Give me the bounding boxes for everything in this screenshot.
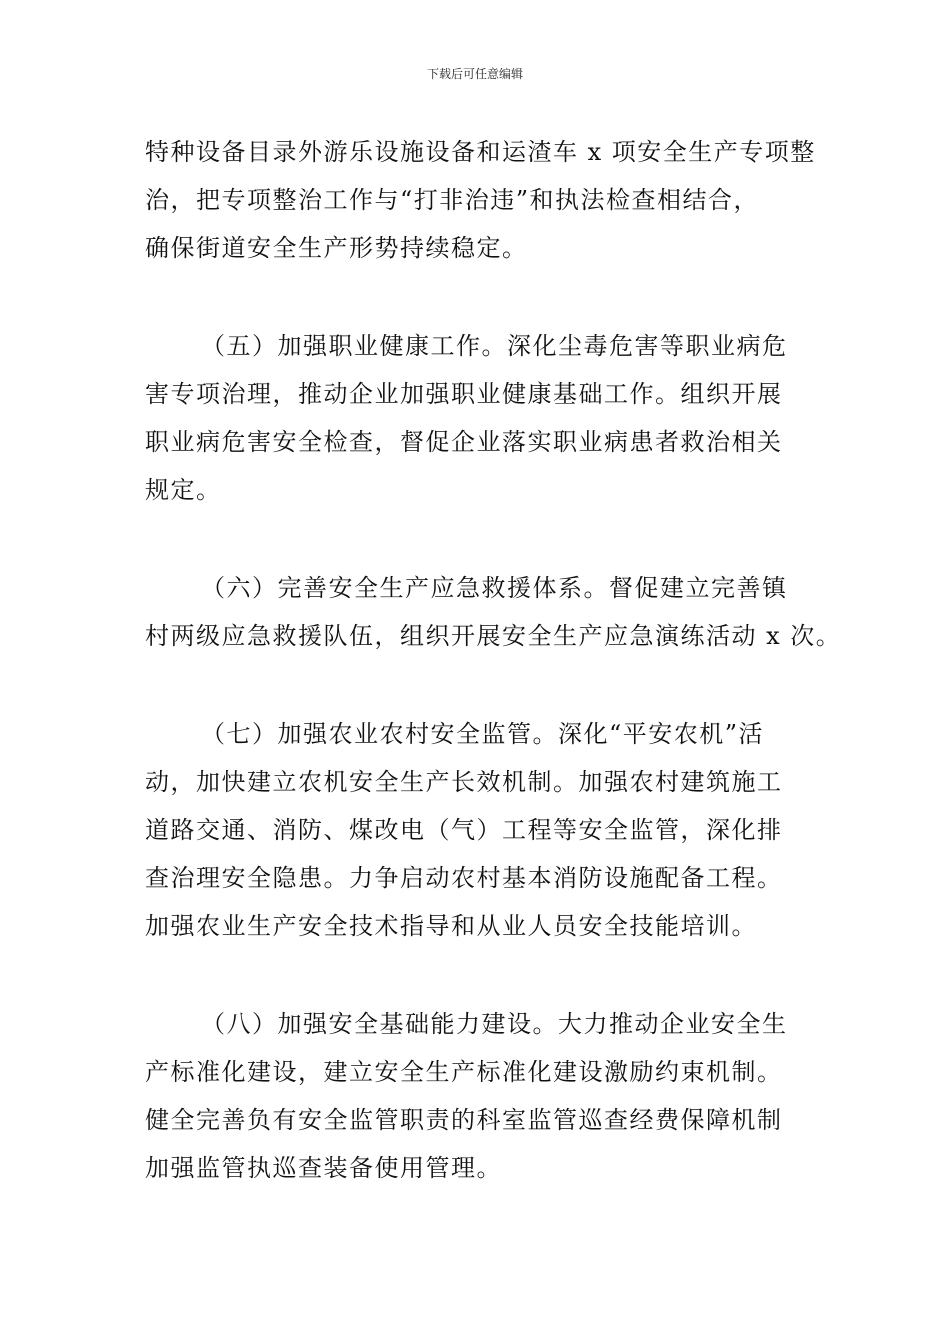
text-line: 确保街道安全生产形势持续稳定。 bbox=[145, 234, 528, 262]
text-line: 加强监管执巡查装备使用管理。 bbox=[145, 1154, 502, 1182]
paragraph-section-5 bbox=[145, 322, 825, 514]
text-line: 加强农业生产安全技术指导和从业人员安全技能培训。 bbox=[145, 912, 757, 940]
page-header: 下载后可任意编辑 bbox=[426, 67, 523, 81]
text-line: （五）加强职业健康工作。深化尘毒危害等职业病危 bbox=[201, 332, 788, 360]
paragraph-section-6 bbox=[145, 564, 842, 660]
text-line: 特种设备目录外游乐设施设备和运渣车 x 项安全生产专项整 bbox=[145, 138, 816, 166]
document-body bbox=[145, 128, 842, 1242]
text-line: 村两级应急救援队伍，组织开展安全生产应急演练活动 x 次。 bbox=[145, 622, 842, 650]
text-line: 动，加快建立农机安全生产长效机制。加强农村建筑施工 bbox=[145, 768, 783, 796]
text-line: 治，把专项整治工作与“打非治违”和执法检查相结合， bbox=[145, 186, 760, 214]
text-line: 规定。 bbox=[145, 476, 222, 504]
paragraph-section-8 bbox=[145, 1000, 825, 1192]
paragraph-section-7 bbox=[145, 710, 825, 950]
text-line: 查治理安全隐患。力争启动农村基本消防设施配备工程。 bbox=[145, 864, 783, 892]
text-line: 道路交通、消防、煤改电（气）工程等安全监管，深化排 bbox=[145, 816, 783, 844]
text-line: 产标准化建设，建立安全生产标准化建设激励约束机制。 bbox=[145, 1058, 783, 1086]
text-line: （六）完善安全生产应急救援体系。督促建立完善镇 bbox=[201, 574, 788, 602]
text-line: 职业病危害安全检查，督促企业落实职业病患者救治相关 bbox=[145, 428, 783, 456]
text-line: 害专项治理，推动企业加强职业健康基础工作。组织开展 bbox=[145, 380, 783, 408]
text-line: （八）加强安全基础能力建设。大力推动企业安全生 bbox=[201, 1010, 788, 1038]
paragraph-continuation bbox=[145, 128, 825, 272]
text-line: 健全完善负有安全监管职责的科室监管巡查经费保障机制 bbox=[145, 1106, 783, 1134]
text-line: （七）加强农业农村安全监管。深化“平安农机”活 bbox=[201, 720, 765, 748]
